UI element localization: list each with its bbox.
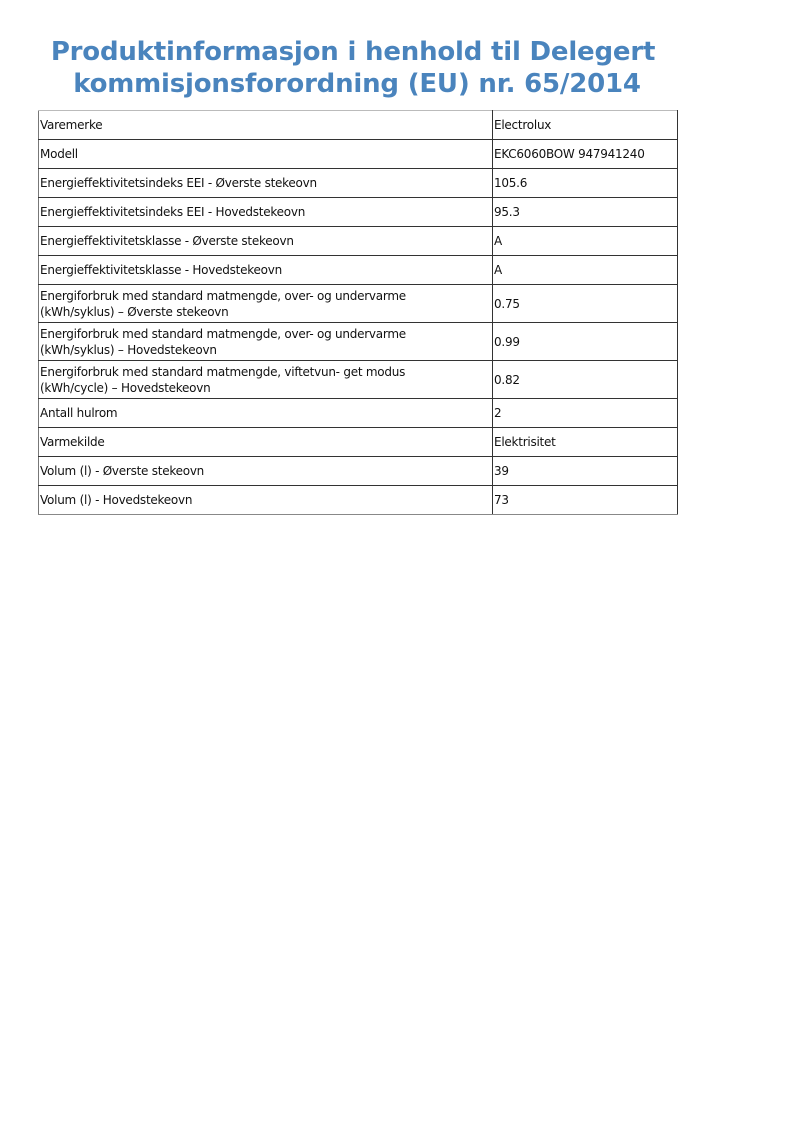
table-row bbox=[39, 140, 678, 169]
row-label: Modell bbox=[39, 140, 493, 169]
row-label: Energiforbruk med standard matmengde, over- og undervarme (kWh/syklus) – Øverste stekeovn bbox=[39, 285, 493, 323]
row-value: 73 bbox=[493, 486, 678, 515]
row-value: Electrolux bbox=[493, 111, 678, 140]
table-row bbox=[39, 361, 678, 399]
row-value: 0.82 bbox=[493, 361, 678, 399]
title-line-2: kommisjonsforordning (EU) nr. 65/2014 bbox=[73, 69, 641, 99]
table-row bbox=[39, 169, 678, 198]
row-value: 39 bbox=[493, 457, 678, 486]
table-row bbox=[39, 457, 678, 486]
table-row bbox=[39, 227, 678, 256]
row-label: Varmekilde bbox=[39, 428, 493, 457]
table-row bbox=[39, 198, 678, 227]
row-label: Energieffektivitetsindeks EEI - Øverste stekeovn bbox=[39, 169, 493, 198]
row-label: Energieffektivitetsklasse - Hovedstekeovn bbox=[39, 256, 493, 285]
row-value: Elektrisitet bbox=[493, 428, 678, 457]
row-value: 0.99 bbox=[493, 323, 678, 361]
table-row bbox=[39, 256, 678, 285]
row-value: EKC6060BOW 947941240 bbox=[493, 140, 678, 169]
table-row bbox=[39, 323, 678, 361]
row-value: A bbox=[493, 256, 678, 285]
row-label: Energiforbruk med standard matmengde, viftetvun- get modus (kWh/cycle) – Hovedstekeovn bbox=[39, 361, 493, 399]
row-label: Volum (l) - Øverste stekeovn bbox=[39, 457, 493, 486]
row-value: A bbox=[493, 227, 678, 256]
row-label: Varemerke bbox=[39, 111, 493, 140]
row-label: Volum (l) - Hovedstekeovn bbox=[39, 486, 493, 515]
table-row bbox=[39, 486, 678, 515]
row-label: Energieffektivitetsindeks EEI - Hovedstekeovn bbox=[39, 198, 493, 227]
document-title bbox=[0, 36, 706, 100]
row-value: 2 bbox=[493, 399, 678, 428]
row-label: Energieffektivitetsklasse - Øverste stekeovn bbox=[39, 227, 493, 256]
row-label: Antall hulrom bbox=[39, 399, 493, 428]
row-value: 105.6 bbox=[493, 169, 678, 198]
row-value: 0.75 bbox=[493, 285, 678, 323]
product-info-table bbox=[38, 110, 678, 515]
table-row bbox=[39, 428, 678, 457]
table-row bbox=[39, 111, 678, 140]
title-line-1: Produktinformasjon i henhold til Delegert bbox=[50, 37, 656, 67]
row-value: 95.3 bbox=[493, 198, 678, 227]
table-row bbox=[39, 399, 678, 428]
row-label: Energiforbruk med standard matmengde, over- og undervarme (kWh/syklus) – Hovedstekeovn bbox=[39, 323, 493, 361]
table-row bbox=[39, 285, 678, 323]
